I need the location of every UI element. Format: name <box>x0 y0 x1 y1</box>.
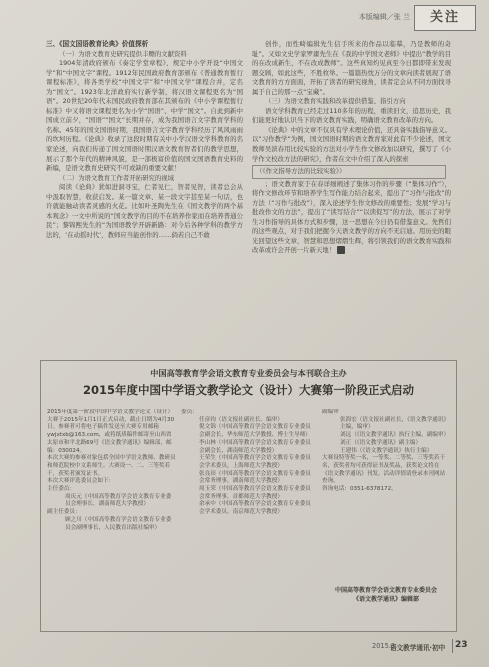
notice-paragraph: 本次大赛评选委员会如下： <box>47 478 115 485</box>
footer-divider <box>452 639 453 653</box>
end-mark-icon: 终 <box>337 246 345 254</box>
notice-paragraph: 刘正（《语文教学通讯》副主编） <box>340 439 422 446</box>
notice-paragraph: 周玉荣（中国高等教育学会语文教育专业委员会常务理事，首都师范大学教授） <box>199 486 311 500</box>
subheading-3: （三）为语文教育实践和改革提供借鉴、指引方向 <box>265 97 406 106</box>
paragraph: 1904年清政府颁布《奏定学堂章程》，规定中小学开设“中国文学”和“中国文字”课程。1912年民国政府教育部颁布《普通教育暂行课程标准》，将各类学校“中国文字”和“中国文学”课程合并，定名为“国文”。1923年北洋政府实行新学制，将汉语文课程更名为“国语”。20世纪20年代末国民政府教育部在其颁布的《中小学课程暂行标准》中又将语文课程更名为小学“国语”、中学“国文”。自此到新中国成立前夕，“国语”“国文”长期并存，成为我国语言文字教育学科的名称。45年的国文国语时期，我国语言文字教育学科经历了风风雨雨的坎坷历程。《论典》收录了这段时期有关中小学汉语文学科教育的名家论述，向我们传递了国文国语时期汉语文教育智者们的教学思想，展示了那个年代的精神风貌，是一部极富价值的国文国语教育史料的新编，是语文教育史研究不可或缺的重要文献！ <box>46 59 243 173</box>
notice-column-3 <box>322 409 450 577</box>
paragraph: 语文学科教育已经走过110多年的历程，重读旧文，追思历史，我们能更好地认识当下的语文教育实践，明确语文教育改革的方向。 <box>252 106 451 125</box>
notice-paragraph: 张良田（中国高等教育学会语文教育专业委员会常务理事，湖南师范大学教授） <box>199 470 311 485</box>
highlight-box: （《作文指导方法的比较实验》） <box>252 165 446 179</box>
article-right-column <box>252 40 451 352</box>
issue-number: 2015.3 <box>372 642 396 650</box>
notice-paragraph: 顾之川（中国高等教育学会语文教育专业委员会副理事长，人民教育出版社编审） <box>65 516 172 531</box>
signature-line-2: 《语文教学通讯》编辑部 <box>352 596 419 603</box>
notice-paragraph: 任彦钧（语文报社副社长、编审） <box>199 416 283 423</box>
notice-paragraph: 副主任委员： <box>47 509 81 516</box>
paragraph: 《论典》中的文章不仅具有学术理论价值，还具备实践指导意义。以“习作教学”为例，国文国语时期的语文教育家对此有不少论述，国文教师吴滨春用比较实验的方法对小学生作文修改加以研究，撰写了《小学作文校改方法的研究》，作者在文中介绍了深入的探索 <box>252 125 451 163</box>
notice-paragraph: 2015年度第一阶段中国中学语文教学论文（设计）大赛于2015年1月1日正式启动，截止日期为4月30日。参赛者可将电子稿件发送至大赛专用邮箱ywjxtxb@163.com，或将纸质稿件邮寄至山西省太原市和平北路69号《语文教学通讯》编辑部，邮编：030024。 <box>47 409 175 454</box>
subheading-2: （二）为语文教育工作者开拓研究的视域 <box>59 173 175 182</box>
page-footer <box>0 638 489 658</box>
article-left-column <box>46 40 243 332</box>
signature-line-1: 中国高等教育学会语文教育专业委员会 <box>334 587 437 594</box>
notice-paragraph: 周庆元（中国高等教育学会语文教育专业委员会理事长，湖南师范大学教授） <box>65 493 172 508</box>
page-number: 23 <box>455 640 468 650</box>
notice-paragraph: 委员： <box>181 409 198 415</box>
paragraph-text: ；语文教育家于在春详细阐述了集体习作的步骤（“集体习作”），将作文修改环节和培养学生写作能力结合起来，提出了“习作与批改”的方法（“习作与批改”），深入论述学生作文修改的重要性；发展“学习与批改作文的方法”，提出了“读写结合”“以读促写”的方法，展示了对学生习作指导的具体方式和步骤，这一思想在今日仍有借鉴意义。先哲们的这些观点，对于我们把握今天语文教学的方向不无启迪。用历史的眼光回望这些文章，智慧和思想熠熠生辉，将引领我们的语文教育实践和改革或许会开创一片新天地！ <box>252 179 451 255</box>
journal-name: 语文教学通讯·初中 <box>390 644 446 652</box>
notice-paragraph: 张海宏（语文报社副社长，《语文教学通讯》主编，编审） <box>340 416 450 431</box>
notice-paragraph: 刘远（《语文教学通讯》执行主编，副编审） <box>340 432 450 439</box>
notice-column-2 <box>181 409 316 624</box>
notice-paragraph: 主任委员： <box>47 486 75 493</box>
notice-paragraph: 王荣生（中国高等教育学会语文教育专业委员会学术委员，上海师范大学教授） <box>199 455 311 469</box>
section-tag: 关注 <box>414 5 476 31</box>
notice-column-1 <box>47 409 176 624</box>
section-heading: 三、《国文国语教育论典》价值探析 <box>46 40 149 48</box>
notice-organizer: 中国高等教育学会语文教育专业委员会与本刊联合主办 <box>150 368 347 378</box>
subheading-1: （一）为语文教育史研究提供丰赡的文献资料 <box>59 49 187 58</box>
notice-paragraph: 本次大赛的参赛对象包括全国中学语文教师、教研员和师范院校中文系师生。大赛设一、二、三等奖若干，获奖者颁发证书。 <box>47 455 176 477</box>
paragraph: 创作，而性畸编辑先生信手所来的作品以临摹，乃是教师的奇耻”。又如文史学家罗庸先生在《我的中学国文老师》中提出“教学的目的在改成新生，不在改成教师”。这些真知灼见真至今日都即带来发现题交顾，如此这些，不胜枚举。一篇篇热忱万分的文章向读者展现了语文教育的方方面面，开拓了读者的研究视角，读者定会从不同方面找寻属于自己的那一点“宝藏”。 <box>252 40 451 96</box>
notice-paragraph: 李山林（中国高等教育学会语文教育专业委员会副会长，湖南师范大学教授） <box>199 439 311 454</box>
notice-paragraph: 大赛设特等奖一名，一等奖、二等奖、三等奖若干名，获奖者均可获得证书及奖品，获奖论文将在《语文教学通讯》刊发。活动详情请登录本刊网站查询。 <box>322 455 446 485</box>
notice-paragraph: 余承中（中国高等教育学会语文教育专业委员会学术委员，南京师范大学教授） <box>199 501 311 516</box>
notice-signature <box>322 586 450 604</box>
paragraph: 阅读《论典》犹如进洞寻宝，仁者见仁，智者见智，读者总会从中汲取智慧，收获启发。某一篇文章、某一段文字甚至某一句话，也许就能触动读者灵感的火花。比如叶圣陶先生在《国文教学的两个基本观念》一文中所说的“国文教学的目的不在培养作家而在培养普通公民”；黎锦熙先生的“为国语教学开辟新路：对今后各种学科的教学方法的，‘在动摇时代’，教师应当能创作的……倘若自己不敢 <box>46 183 243 239</box>
notice-paragraph: 副编审 <box>322 409 339 415</box>
notice-paragraph: 咨询电话：0351-6378172。 <box>322 486 397 493</box>
paragraph <box>252 180 451 256</box>
notice-paragraph: 倪文锦（中国高等教育学会语文教育专业委员会副会长，华东师范大学教授、博士生导师） <box>199 424 311 439</box>
notice-title: 2015年度中国中学语文教学论文（设计）大赛第一阶段正式启动 <box>82 383 414 397</box>
page-editor-credit: 本版编辑／张 兰 <box>358 13 410 21</box>
notice-paragraph: 王建伟（《语文教学通讯》执行主编） <box>340 447 433 454</box>
contest-notice-box <box>40 360 457 632</box>
